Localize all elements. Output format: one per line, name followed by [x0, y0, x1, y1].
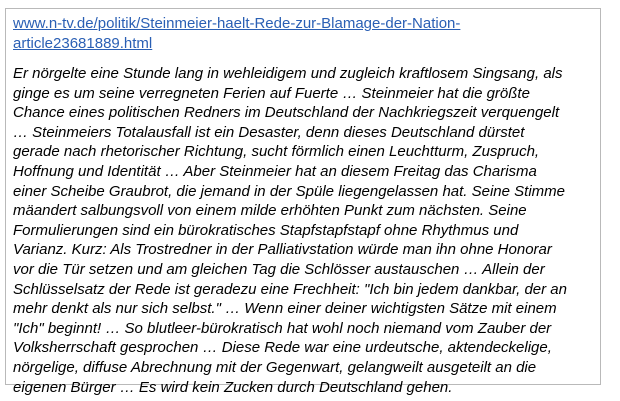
quote-text: [13, 64, 593, 397]
article-link[interactable]: [13, 14, 593, 54]
quote-line: … Steinmeiers Totalausfall ist ein Desaster, denn dieses Deutschland dürstet: [13, 123, 525, 141]
quote-line: gerade nach rhetorischer Richtung, sucht förmlich einen Leuchtturm, Zuspruch,: [13, 143, 540, 161]
quote-line: Varianz. Kurz: Als Trostredner in der Palliativstation würde man ihn ohne Honorar: [13, 241, 552, 259]
quote-line: Schlüsselsatz der Rede ist geradezu eine Frechheit: "Ich bin jedem dankbar, der an: [13, 280, 567, 298]
quote-line: vor die Tür setzen und am gleichen Tag die Schlösser austauschen … Allein der: [13, 260, 545, 278]
quote-line: mäandert salbungsvoll von einem milde erhöhten Punkt zum nächsten. Seine: [13, 202, 527, 220]
quote-line: einer Scheibe Graubrot, die jemand in der Spüle liegengelassen hat. Seine Stimme: [13, 182, 565, 200]
quote-line: Formulierungen sind ein bürokratisches Stapfstapfstapf ohne Rhythmus und: [13, 221, 519, 239]
quote-line: eigenen Bürger … Es wird kein Zucken durch Deutschland gehen.: [13, 378, 453, 396]
quote-line: nörgelige, diffuse Abrechnung mit der Gegenwart, gelangweilt ausgeteilt an die: [13, 358, 537, 376]
quote-line: ginge es um seine verregneten Ferien auf Fuerte … Steinmeier hat die größte: [13, 84, 530, 102]
quote-line: Volksherrschaft gesprochen … Diese Rede war eine urdeutsche, aktendeckelige,: [13, 339, 552, 357]
article-link-line-2[interactable]: article23681889.html: [13, 35, 153, 52]
quote-line: "Ich" beginnt! … So blutleer-bürokratisch hat wohl noch niemand vom Zauber der: [13, 319, 552, 337]
quote-line: mehr denkt als nur sich selbst." … Wenn einer deiner wichtigsten Sätze mit einem: [13, 300, 557, 318]
quote-line: Hoffnung und Identität … Aber Steinmeier hat an diesem Freitag das Charisma: [13, 162, 537, 180]
article-link-line-1[interactable]: www.n-tv.de/politik/Steinmeier-haelt-Rede-zur-Blamage-der-Nation-: [13, 15, 461, 32]
quote-line: Er nörgelte eine Stunde lang in wehleidigem und zugleich kraftlosem Singsang, als: [13, 65, 563, 82]
quote-line: Chance eines politischen Redners im Deutschland der Nachkriegszeit verquengelt: [13, 104, 560, 122]
quote-card: [5, 8, 601, 396]
